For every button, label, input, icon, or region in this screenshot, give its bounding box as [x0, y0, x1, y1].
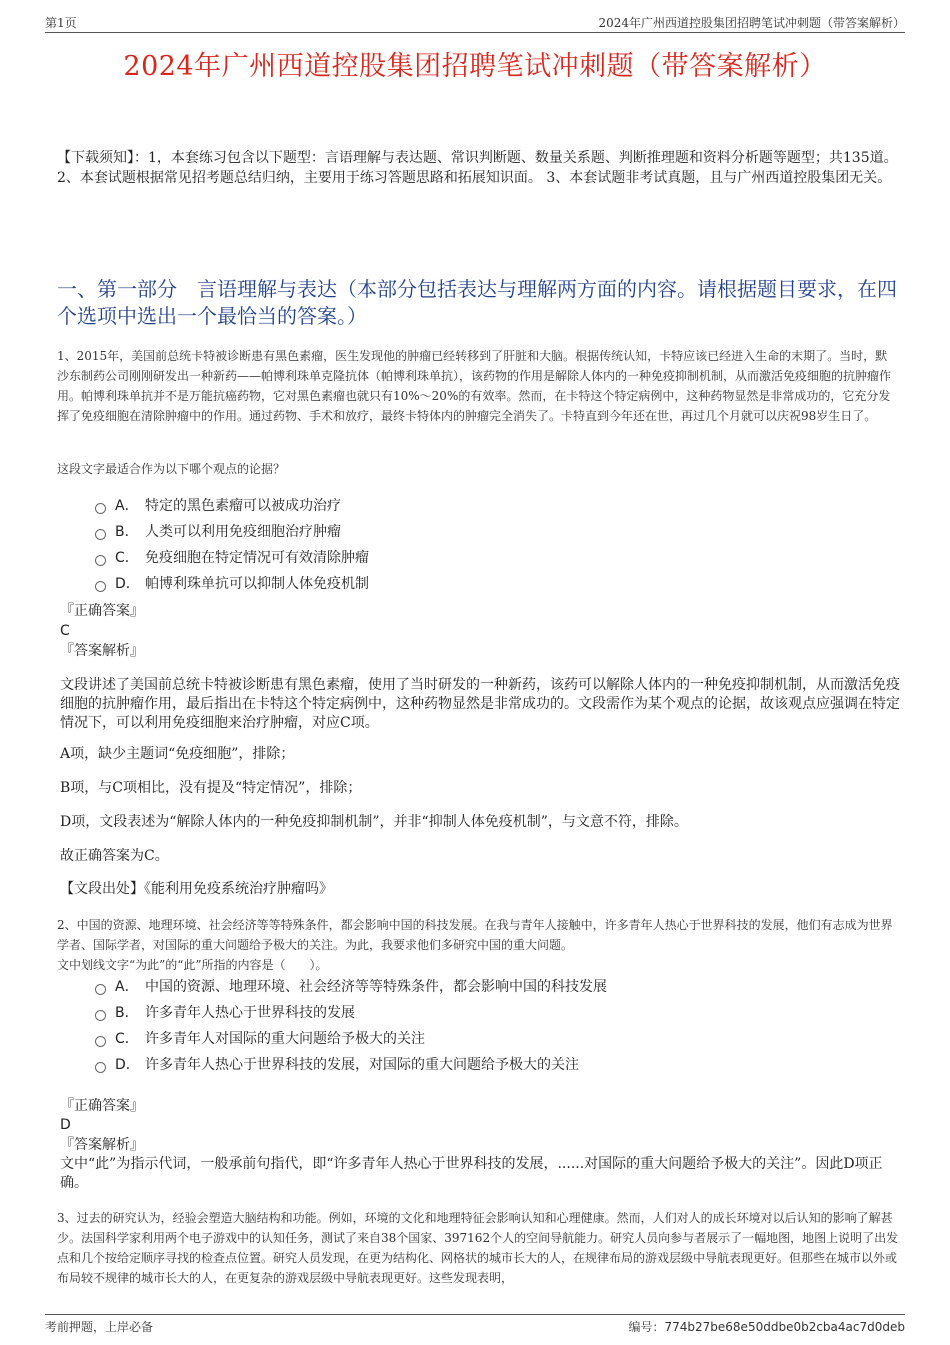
q2-analysis-label: 『答案解析』: [60, 1137, 144, 1153]
radio-icon[interactable]: [95, 555, 106, 566]
footer-code-label: 编号：: [628, 1320, 665, 1334]
option-letter: D．: [115, 576, 140, 592]
q3-stem: 3、过去的研究认为，经验会塑造大脑结构和功能。例如，环境的文化和地理特征会影响认知和心理健康。然而，人们对人的成长环境对以后认知的影响了解甚少。法国科学家利用两个电子游戏中的认知任务，测试了来自38个国家、397162个人的空间导航能力。研究人员向参与者展示了一幅地图，地图上说明了出发点和几个按给定顺序寻找的检查点位置。研究人员发现，在更为结构化、网格状的城市长大的人，在规律布局的游戏层级中导航表现更好。但那些在城市以外或布局较不规律的城市长大的人，在更复杂的游戏层级中导航表现更好。这些发现表明，: [57, 1211, 899, 1285]
q2-question: 文中划线文字“为此”的“此”所指的内容是（ ）。: [57, 958, 328, 972]
page-number: 第1页: [45, 16, 77, 30]
footer-code: [628, 1318, 905, 1335]
radio-icon[interactable]: [95, 503, 106, 514]
radio-icon[interactable]: [95, 984, 106, 995]
option-text: 免疫细胞在特定情况可有效清除肿瘤: [145, 550, 369, 566]
q1-note-a: A项，缺少主题词“免疫细胞”，排除；: [60, 746, 295, 762]
q2-analysis: 文中“此”为指示代词，一般承前句指代，即“许多青年人热心于世界科技的发展，......对国际的重大问题给予极大的关注”。因此D项正确。: [60, 1156, 883, 1191]
option-text: 帕博利珠单抗可以抑制人体免疫机制: [145, 576, 369, 592]
radio-icon[interactable]: [95, 1010, 106, 1021]
q2-answer-label: 『正确答案』: [60, 1098, 144, 1114]
q2-answer: D: [60, 1117, 71, 1133]
option-text: 中国的资源、地理环境、社会经济等等特殊条件，都会影响中国的科技发展: [145, 979, 607, 995]
q2-option-c[interactable]: [95, 1029, 425, 1049]
radio-icon[interactable]: [95, 1036, 106, 1047]
option-letter: A．: [115, 979, 139, 995]
q1-stem: 1、2015年，美国前总统卡特被诊断患有黑色素瘤，医生发现他的肿瘤已经转移到了肝脏和大脑。根据传统认知，卡特应该已经进入生命的末期了。当时，默沙东制药公司刚刚研发出一种新药——帕博利珠单克隆抗体（帕博利珠单抗），该药物的作用是解除人体内的一种免疫抑制机制，从而激活免疫细胞的抗肿瘤作用。帕博利珠单抗并不是万能抗癌药物，它对黑色素瘤也就只有10%～20%的有效率。然而，在卡特这个特定病例中，这种药物显然是非常成功的，它充分发挥了免疫细胞在清除肿瘤中的作用。通过药物、手术和放疗，最终卡特体内的肿瘤完全消失了。卡特直到今年还在世，再过几个月就可以庆祝98岁生日了。: [57, 349, 892, 423]
footer-code-value: 774b27be68e50ddbe0b2cba4ac7d0deb: [664, 1320, 905, 1334]
q2-option-d[interactable]: [95, 1055, 579, 1075]
q1-option-c[interactable]: [95, 548, 369, 568]
option-letter: B．: [115, 1005, 139, 1021]
q1-note-b: B项，与C项相比，没有提及“特定情况”，排除；: [60, 780, 362, 796]
q1-note-d: D项，文段表述为“解除人体内的一种免疫抑制机制”，并非“抑制人体免疫机制”，与文意不符，排除。: [60, 814, 688, 830]
q1-analysis: 文段讲述了美国前总统卡特被诊断患有黑色素瘤，使用了当时研发的一种新药，该药可以解除人体内的一种免疫抑制机制，从而激活免疫细胞的抗肿瘤作用，最后指出在卡特这个特定病例中，这种药物显然是非常成功的。文段需作为某个观点的论据，故该观点应强调在特定情况下，可以利用免疫细胞来治疗肿瘤，对应C项。: [60, 677, 900, 731]
q2-option-b[interactable]: [95, 1003, 355, 1023]
option-letter: C．: [115, 550, 139, 566]
radio-icon[interactable]: [95, 1062, 106, 1073]
q1-question: 这段文字最适合作为以下哪个观点的论据？: [57, 462, 286, 476]
q1-analysis-label: 『答案解析』: [60, 643, 144, 659]
q2-option-a[interactable]: [95, 977, 607, 997]
q1-answer: C: [60, 623, 70, 639]
q1-option-a[interactable]: [95, 496, 341, 516]
option-letter: C．: [115, 1031, 139, 1047]
q1-answer-label: 『正确答案』: [60, 603, 144, 619]
page-footer: [45, 1314, 905, 1335]
option-letter: D．: [115, 1057, 140, 1073]
q2-stem: 2、中国的资源、地理环境、社会经济等等特殊条件，都会影响中国的科技发展。在我与青年人接触中，许多青年人热心于世界科技的发展，他们有志成为世界学者、国际学者，对国际的重大问题给予极大的关注。为此，我要求他们多研究中国的重大问题。: [57, 918, 893, 952]
q1-conclusion: 故正确答案为C。: [60, 848, 169, 864]
option-text: 许多青年人对国际的重大问题给予极大的关注: [145, 1031, 425, 1047]
page-header: [45, 14, 905, 33]
q1-option-b[interactable]: [95, 522, 341, 542]
option-letter: A．: [115, 498, 139, 514]
radio-icon[interactable]: [95, 529, 106, 540]
option-text: 许多青年人热心于世界科技的发展，对国际的重大问题给予极大的关注: [145, 1057, 579, 1073]
q1-option-d[interactable]: [95, 574, 369, 594]
option-text: 许多青年人热心于世界科技的发展: [145, 1005, 355, 1021]
section-heading: 一、第一部分 言语理解与表达（本部分包括表达与理解两方面的内容。请根据题目要求，在四个选项中选出一个最恰当的答案。）: [57, 277, 897, 328]
header-doc-title: 2024年广州西道控股集团招聘笔试冲刺题（带答案解析）: [598, 16, 905, 30]
document-title: 2024年广州西道控股集团招聘笔试冲刺题（带答案解析）: [123, 51, 827, 82]
download-notice: 【下载须知】：1，本套练习包含以下题型：言语理解与表达题、常识判断题、数量关系题、判断推理题和资料分析题等题型；共135道。 2、本套试题根据常见招考题总结归纳，主要用于练习答题思路和拓展知识面。 3、本套试题非考试真题，且与广州西道控股集团无关。: [57, 150, 898, 186]
option-text: 特定的黑色素瘤可以被成功治疗: [145, 498, 341, 514]
q1-source: 【文段出处】《能利用免疫系统治疗肿瘤吗》: [60, 881, 333, 897]
footer-slogan: 考前押题，上岸必备: [45, 1320, 154, 1334]
radio-icon[interactable]: [95, 581, 106, 592]
option-text: 人类可以利用免疫细胞治疗肿瘤: [145, 524, 341, 540]
option-letter: B．: [115, 524, 139, 540]
